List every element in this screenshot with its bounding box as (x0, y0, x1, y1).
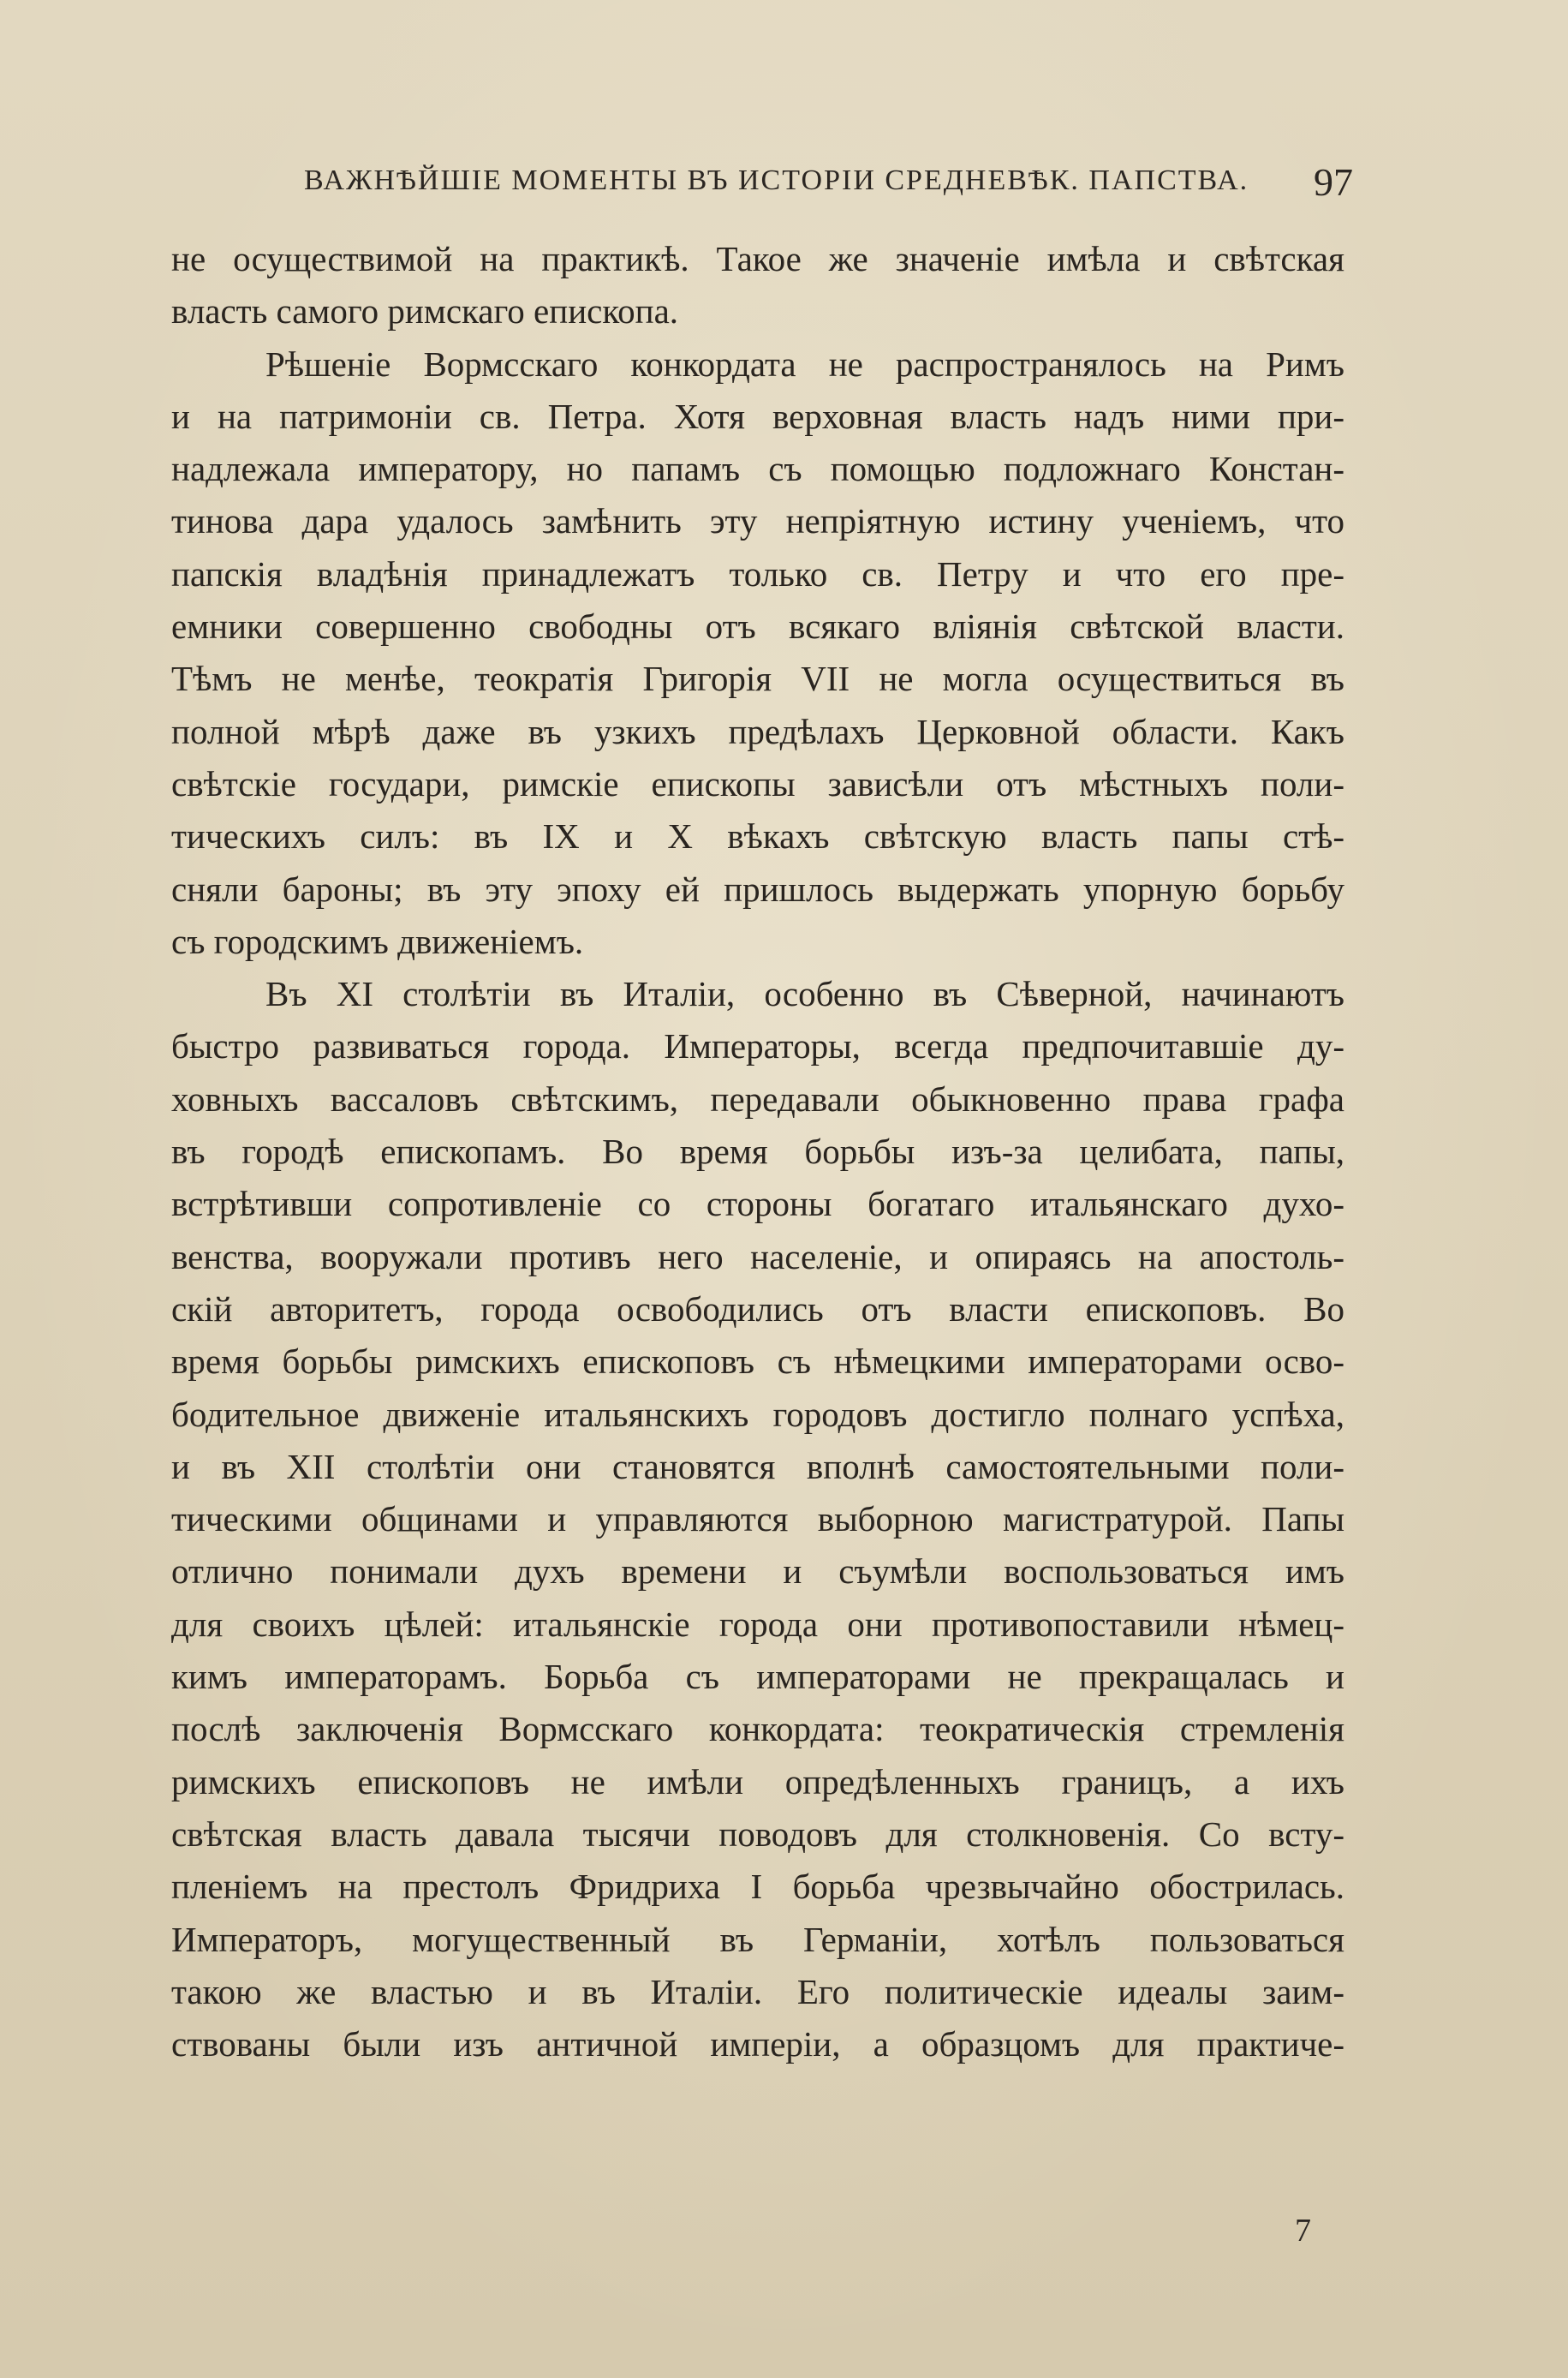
text-line: емники совершенно свободны отъ всякаго вліянія свѣтской власти. (171, 606, 1344, 647)
text-line: послѣ заключенія Вормсскаго конкордата: теократическія стремленія (171, 1709, 1344, 1749)
text-line: сняли бароны; въ эту эпоху ей пришлось выдержать упорную борьбу (171, 869, 1344, 909)
text-line: бодительное движеніе итальянскихъ городовъ достигло полнаго успѣха, (171, 1394, 1344, 1434)
text-line: отлично понимали духъ времени и съумѣли воспользоваться имъ (171, 1551, 1344, 1592)
text-line: тическими общинами и управляются выборною магистратурой. Папы (171, 1499, 1344, 1539)
text-line: власть самого римскаго епископа. (171, 291, 679, 332)
text-line: и на патримоніи св. Петра. Хотя верховная власть надъ ними при- (171, 396, 1344, 436)
text-line: свѣтская власть давала тысячи поводовъ для столкновенія. Со всту- (171, 1813, 1344, 1854)
text-line: тинова дара удалось замѣнить эту непріятную истину ученіемъ, что (171, 501, 1344, 541)
text-line: въ городѣ епископамъ. Во время борьбы изъ-за целибата, папы, (171, 1132, 1344, 1172)
text-line: не осуществимой на практикѣ. Такое же значеніе имѣла и свѣтская (171, 239, 1344, 278)
text-line: скій авторитетъ, города освободились отъ власти епископовъ. Во (171, 1288, 1344, 1329)
text-line: и въ XII столѣтіи они становятся вполнѣ самостоятельными поли- (171, 1446, 1344, 1486)
page-number: 97 (1314, 160, 1353, 204)
text-line: быстро развиваться города. Императоры, всегда предпочитавшіе ду- (171, 1026, 1344, 1067)
text-line: Императоръ, могущественный въ Германіи, хотѣлъ пользоваться (171, 1919, 1344, 1959)
text-line: полной мѣрѣ даже въ узкихъ предѣлахъ Церковной области. Какъ (171, 711, 1344, 751)
text-line: Тѣмъ не менѣе, теократія Григорія VII не могла осуществиться въ (171, 659, 1344, 699)
text-line: надлежала императору, но папамъ съ помощью подложнаго Констан- (171, 449, 1344, 489)
text-line: Въ XI столѣтіи въ Италіи, особенно въ Сѣверной, начинаютъ (265, 974, 1344, 1014)
text-line: римскихъ епископовъ не имѣли опредѣленныхъ границъ, а ихъ (171, 1761, 1344, 1801)
text-line: папскія владѣнія принадлежатъ только св. Петру и что его пре- (171, 553, 1344, 594)
text-line: время борьбы римскихъ епископовъ съ нѣмецкими императорами осво- (171, 1341, 1344, 1382)
text-line: такою же властью и въ Италіи. Его политическіе идеалы заим- (171, 1971, 1344, 2011)
text-line: ствованы были изъ античной имперіи, а образцомъ для практиче- (171, 2024, 1344, 2064)
text-line: тическихъ силъ: въ IX и X вѣкахъ свѣтскую власть папы стѣ- (171, 816, 1344, 857)
text-line: для своихъ цѣлей: итальянскіе города они противопоставили нѣмец- (171, 1604, 1344, 1644)
text-line: пленіемъ на престолъ Фридриха I борьба чрезвычайно обострилась. (171, 1867, 1344, 1907)
text-line: венства, вооружали противъ него населеніе, и опираясь на апостоль- (171, 1236, 1344, 1276)
text-line: встрѣтивши сопротивленіе со стороны богатаго итальянскаго духо- (171, 1184, 1344, 1224)
signature-mark: 7 (1295, 2213, 1311, 2249)
body-text (171, 233, 1344, 2070)
text-line: ховныхъ вассаловъ свѣтскимъ, передавали обыкновенно права графа (171, 1078, 1344, 1119)
running-head (171, 159, 1353, 211)
text-line: свѣтскіе государи, римскіе епископы зависѣли отъ мѣстныхъ поли- (171, 763, 1344, 804)
text-line: Рѣшеніе Вормсскаго конкордата не распространялось на Римъ (265, 344, 1344, 384)
text-line: съ городскимъ движеніемъ. (171, 921, 584, 961)
text-line: кимъ императорамъ. Борьба съ императорами не прекращалась и (171, 1657, 1344, 1697)
running-title: ВАЖНѢЙШІЕ МОМЕНТЫ ВЪ ИСТОРІИ СРЕДНЕВѢК. ПАПСТВА. (304, 164, 1249, 196)
